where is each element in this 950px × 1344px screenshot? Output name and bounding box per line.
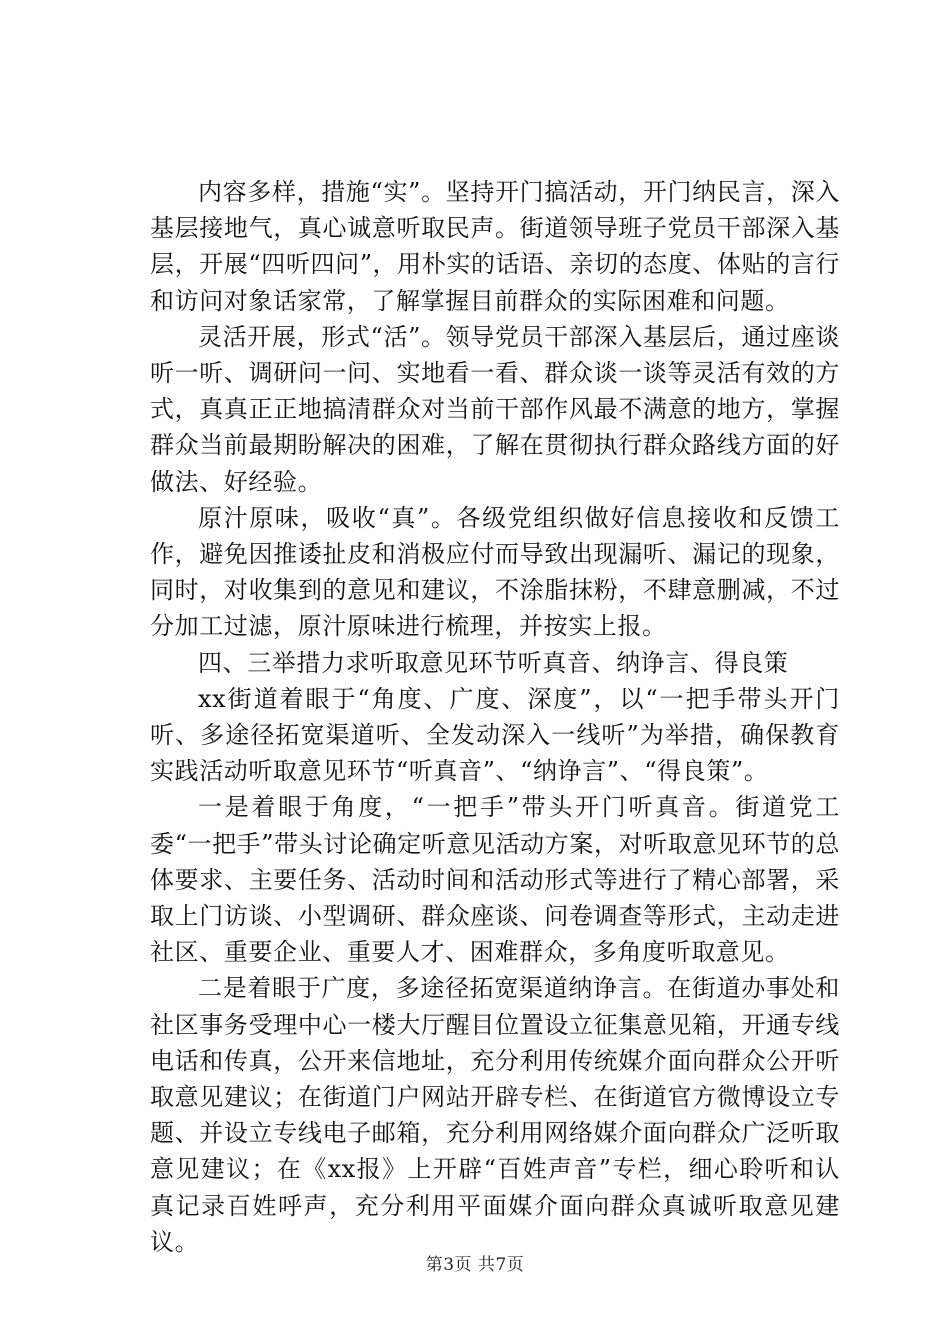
section-heading: 四、三举措力求听取意见环节听真音、纳诤言、得良策 — [198, 648, 789, 677]
document-body — [150, 174, 840, 1260]
paragraph-flexible-form: 灵活开展，形式“活”。领导党员干部深入基层后，通过座谈听一听、调研问一问、实地看一看、群众谈一谈等灵活有效的方式，真真正正地搞清群众对当前干部作风最不满意的地方，掌握群众当前最期盼解决的困难，了解在贯彻执行群众路线方面的好做法、好经验。 — [150, 322, 840, 496]
page-number-footer: 第3页 共7页 — [425, 1255, 525, 1275]
paragraph-original-flavor: 原汁原味，吸收“真”。各级党组织做好信息接收和反馈工作，避免因推诿扯皮和消极应付而导致出现漏听、漏记的现象，同时，对收集到的意见和建议，不涂脂抹粉，不肆意删减，不过分加工过滤，原汁原味进行梳理，并按实上报。 — [150, 503, 840, 641]
paragraph-section-intro: xx街道着眼于“角度、广度、深度”，以“一把手带头开门听、多途径拓宽渠道听、全发动深入一线听”为举措，确保教育实践活动听取意见环节“听真音”、“纳诤言”、“得良策”。 — [150, 684, 840, 786]
paragraph-content-diversity: 内容多样，措施“实”。坚持开门搞活动，开门纳民言，深入基层接地气，真心诚意听取民声。街道领导班子党员干部深入基层，开展“四听四问”，用朴实的话语、亲切的态度、体贴的言行和访问对象话家常，了解掌握目前群众的实际困难和问题。 — [150, 178, 840, 315]
paragraph-angle: 一是着眼于角度，“一把手”带头开门听真音。街道党工委“一把手”带头讨论确定听意见活动方案，对听取意见环节的总体要求、主要任务、活动时间和活动形式等进行了精心部署，采取上门访谈、小型调研、群众座谈、问卷调查等形式，主动走进社区、重要企业、重要人才、困难群众，多角度听取意见。 — [150, 793, 840, 967]
paragraph-breadth: 二是着眼于广度，多途径拓宽渠道纳诤言。在街道办事处和社区事务受理中心一楼大厅醒目位置设立征集意见箱，开通专线电话和传真，公开来信地址，充分利用传统媒介面向群众公开听取意见建议；在街道门户网站开辟专栏、在街道官方微博设立专题、并设立专线电子邮箱，充分利用网络媒介面向群众广泛听取意见建议；在《xx报》上开辟“百姓声音”专栏，细心聆听和认真记录百姓呼声，充分利用平面媒介面向群众真诚听取意见建议。 — [150, 974, 840, 1256]
